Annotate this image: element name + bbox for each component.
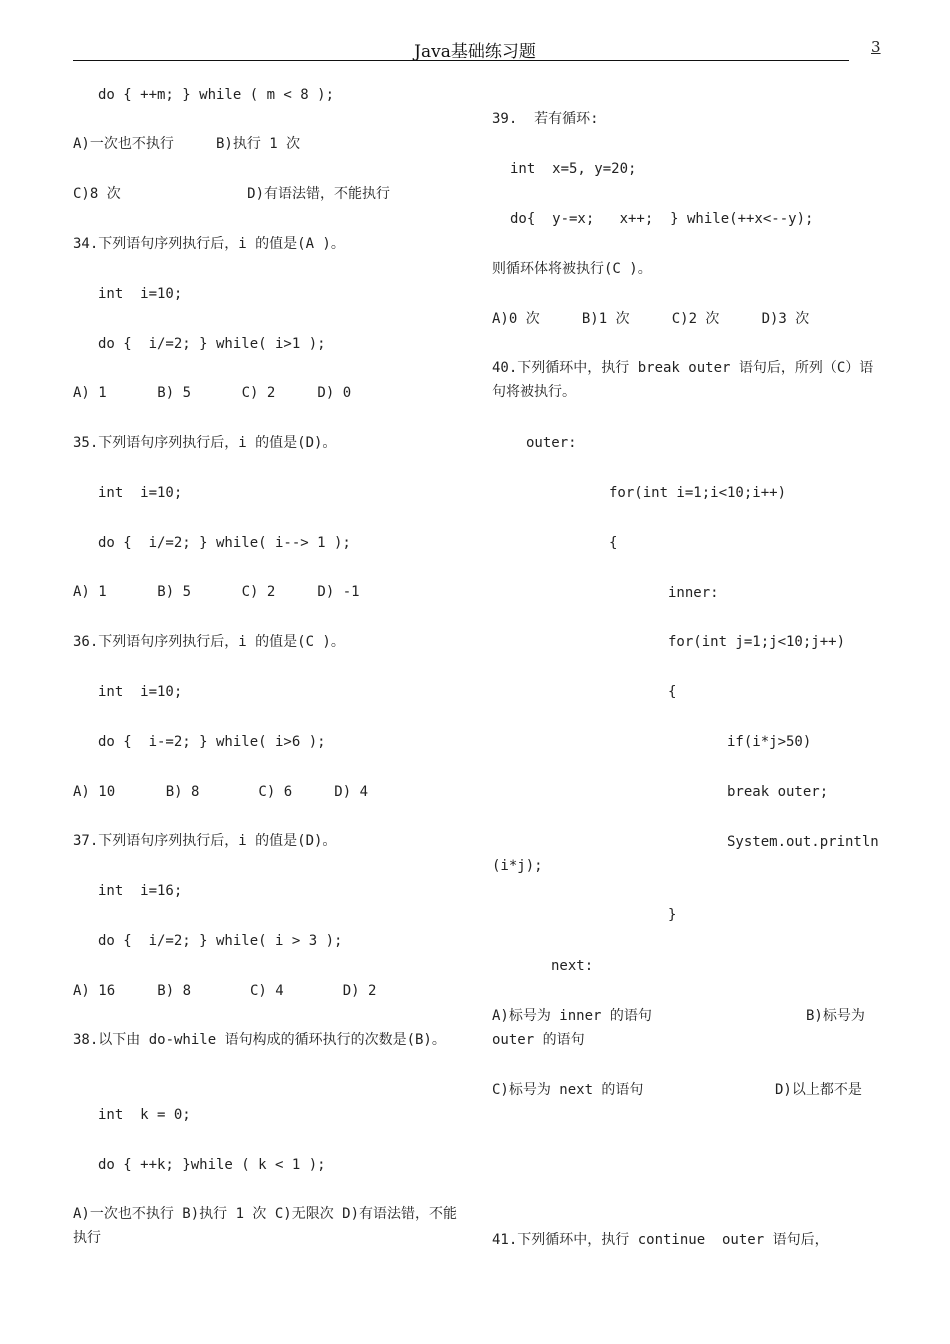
q40-code-println-arg: (i*j); — [492, 858, 543, 874]
q38-options: A)一次也不执行 B)执行 1 次 C)无限次 D)有语法错，不能执行 — [73, 1206, 458, 1246]
q40-option-d: D)以上都不是 — [775, 1082, 862, 1098]
q39-code-2: do{ y-=x; x++; } while(++x<--y); — [510, 211, 814, 227]
q40-stem: 40.下列循环中，执行 break outer 语句后，所列（C）语句将被执行。 — [492, 360, 874, 400]
q40-code-inner-label: inner: — [668, 585, 719, 601]
q39-stem: 39. 若有循环: — [492, 111, 599, 127]
q35-code-2: do { i/=2; } while( i--> 1 ); — [98, 535, 351, 551]
q37-options: A) 16 B) 8 C) 4 D) 2 — [73, 983, 377, 999]
q36-options: A) 10 B) 8 C) 6 D) 4 — [73, 784, 369, 800]
q34-stem: 34.下列语句序列执行后，i 的值是(A )。 — [73, 236, 345, 252]
q40-option-b-cont: outer 的语句 — [492, 1032, 585, 1048]
q39-options: A)0 次 B)1 次 C)2 次 D)3 次 — [492, 311, 810, 327]
q33-options-cd: C)8 次 D)有语法错，不能执行 — [73, 186, 391, 202]
q40-code-inner-for: for(int j=1;j<10;j++) — [668, 634, 846, 650]
q37-code-2: do { i/=2; } while( i > 3 ); — [98, 933, 343, 949]
q38-code-2: do { ++k; }while ( k < 1 ); — [98, 1157, 326, 1173]
q34-code-1: int i=10; — [98, 286, 183, 302]
q33-code: do { ++m; } while ( m < 8 ); — [98, 87, 335, 103]
q34-code-2: do { i/=2; } while( i>1 ); — [98, 336, 326, 352]
q35-code-1: int i=10; — [98, 485, 183, 501]
q35-stem: 35.下列语句序列执行后，i 的值是(D)。 — [73, 435, 337, 451]
header-divider — [73, 60, 849, 61]
q40-code-break: break outer; — [727, 784, 829, 800]
q34-options: A) 1 B) 5 C) 2 D) 0 — [73, 385, 352, 401]
q36-stem: 36.下列语句序列执行后，i 的值是(C )。 — [73, 634, 345, 650]
q41-stem: 41.下列循环中，执行 continue outer 语句后， — [492, 1232, 829, 1248]
q37-code-1: int i=16; — [98, 883, 183, 899]
page-header-title: Java基础练习题 — [414, 42, 536, 62]
q36-code-1: int i=10; — [98, 684, 183, 700]
q40-code-if: if(i*j>50) — [727, 734, 812, 750]
q40-option-a: A)标号为 inner 的语句 — [492, 1008, 652, 1024]
q38-stem: 38.以下由 do-while 语句构成的循环执行的次数是(B)。 — [73, 1032, 446, 1048]
q40-code-open-brace: { — [609, 535, 618, 551]
q40-code-outer-label: outer: — [526, 435, 577, 451]
page-number: 3 — [871, 38, 881, 56]
q33-options-ab: A)一次也不执行 B)执行 1 次 — [73, 136, 301, 152]
q40-code-close-brace: } — [668, 907, 677, 923]
q40-code-outer-for: for(int i=1;i<10;i++) — [609, 485, 787, 501]
q40-option-b: B)标号为 — [806, 1008, 865, 1024]
q39-code-1: int x=5, y=20; — [510, 161, 637, 177]
q38-code-1: int k = 0; — [98, 1107, 191, 1123]
q39-text: 则循环体将被执行(C )。 — [492, 261, 652, 277]
q37-stem: 37.下列语句序列执行后，i 的值是(D)。 — [73, 833, 337, 849]
q40-code-next-label: next: — [551, 958, 594, 974]
q35-options: A) 1 B) 5 C) 2 D) -1 — [73, 584, 360, 600]
q40-code-println: System.out.println — [727, 834, 879, 850]
q40-option-c: C)标号为 next 的语句 — [492, 1082, 644, 1098]
q36-code-2: do { i-=2; } while( i>6 ); — [98, 734, 326, 750]
q40-code-inner-brace: { — [668, 684, 677, 700]
